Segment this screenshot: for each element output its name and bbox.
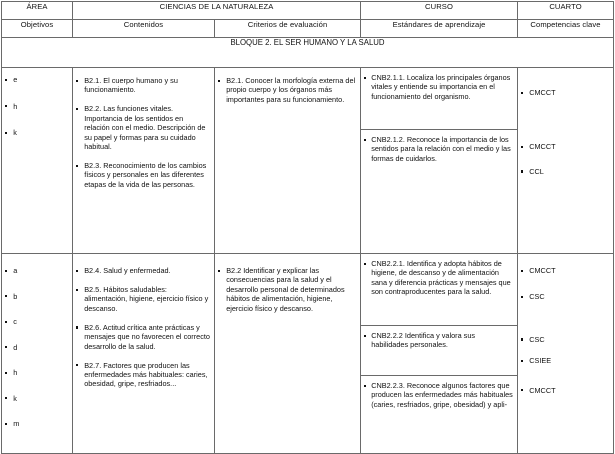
bullet-icon <box>5 105 7 107</box>
bullet-icon <box>5 397 7 399</box>
area-label: ÁREA <box>2 2 73 20</box>
objective-label: h <box>13 368 18 377</box>
content-text: B2.5. Hábitos saludables: alimentación, higiene, ejercicio físico y descanso. <box>84 285 209 313</box>
bullet-icon <box>76 326 78 328</box>
objective-label: a <box>13 266 18 275</box>
bullet-icon <box>76 364 78 366</box>
header-row <box>2 2 614 20</box>
bullet-icon <box>5 321 7 323</box>
bullet-icon <box>218 270 220 272</box>
standard-item <box>361 68 517 130</box>
objective-label: k <box>13 393 17 403</box>
content-item <box>76 76 210 95</box>
curriculum-table <box>1 1 614 454</box>
standard-item <box>361 376 517 415</box>
content-text: B2.3. Reconocimiento de los cambios físicos y personales en las diferentes etapas de la vida de las personas. <box>84 161 207 189</box>
objective-item <box>2 128 72 155</box>
criteria-cell <box>215 254 361 454</box>
objective-label: k <box>13 128 17 137</box>
bullet-icon <box>521 146 523 148</box>
competency-item <box>518 266 613 275</box>
bullet-icon <box>521 270 523 272</box>
bullet-icon <box>364 77 366 79</box>
content-text: B2.2. Las funciones vitales. Importancia de los sentidos en relación con el medio. Descripción de su papel y formas para su cuidado habitual. <box>84 104 206 152</box>
objective-label: h <box>13 101 18 111</box>
bullet-icon <box>521 360 523 362</box>
content-item <box>76 104 210 151</box>
competency-label: CCL <box>529 166 544 176</box>
standard-item <box>361 254 517 326</box>
bullet-icon <box>364 139 366 141</box>
standard-item <box>361 326 517 376</box>
competencies-cell <box>518 68 614 254</box>
objective-item <box>2 343 72 369</box>
objective-label: b <box>13 291 18 301</box>
bullet-icon <box>76 80 78 82</box>
bullet-icon <box>5 295 7 297</box>
bullet-icon <box>76 165 78 167</box>
standard-text: CNB2.1.1. Localiza los principales órganos vitales y entiende su importancia en el funcionamiento del organismo. <box>371 73 511 101</box>
content-text: B2.1. El cuerpo humano y su funcionamiento. <box>84 76 178 95</box>
content-item <box>76 266 210 275</box>
objective-item <box>2 102 72 129</box>
competency-item <box>518 142 613 151</box>
objective-item <box>2 292 72 318</box>
objective-label: m <box>13 419 20 428</box>
criterion-text: B2.2 Identificar y explicar las consecuencias para la salud y el desarrollo personal de determinados hábitos de alimentación, higiene, ejercicio físico y descanso. <box>226 266 345 313</box>
objective-item <box>2 394 72 420</box>
content-item <box>76 361 210 389</box>
standard-text: CNB2.1.2. Reconoce la importancia de los sentidos para la relación con el medio y las formas de cuidarlos. <box>371 135 511 163</box>
competency-item <box>518 292 613 301</box>
column-header-competencias: Competencias clave <box>518 20 614 38</box>
bullet-icon <box>5 372 7 374</box>
competency-item <box>518 356 613 365</box>
content-text: B2.6. Actitud crítica ante prácticas y mensajes que no favorecen el correcto desarrollo de la salud. <box>84 322 210 351</box>
objective-label: c <box>13 317 17 326</box>
course-label: CURSO <box>361 2 518 20</box>
content-row <box>2 68 614 254</box>
column-header-estandares: Estándares de aprendizaje <box>361 20 518 38</box>
standard-text: CNB2.2.2 Identifica y valora sus habilidades personales. <box>371 331 476 350</box>
bullet-icon <box>5 346 7 348</box>
standards-cell <box>361 68 518 254</box>
competency-label: CMCCT <box>529 385 556 395</box>
competency-item <box>518 386 613 395</box>
criteria-cell <box>215 68 361 254</box>
content-item <box>76 285 210 313</box>
bullet-icon <box>364 263 366 265</box>
competency-item <box>518 88 613 97</box>
objective-item <box>2 75 72 102</box>
objective-item <box>2 317 72 343</box>
bullet-icon <box>76 289 78 291</box>
objective-item <box>2 368 72 394</box>
competency-label: CMCCT <box>529 266 556 275</box>
criterion-text: B2.1. Conocer la morfología externa del propio cuerpo y los órganos más importantes para su funcionamiento. <box>226 76 356 104</box>
competency-label: CSC <box>529 334 545 344</box>
objective-label: e <box>13 75 18 84</box>
competency-item <box>518 167 613 176</box>
column-header-objetivos: Objetivos <box>2 20 73 38</box>
bullet-icon <box>76 270 78 272</box>
bullet-icon <box>5 423 7 425</box>
content-item <box>76 323 210 351</box>
contents-cell <box>73 68 215 254</box>
competency-label: CSIEE <box>529 356 552 366</box>
objective-item <box>2 266 72 292</box>
content-item <box>76 161 210 189</box>
standard-text: CNB2.2.1. Identifica y adopta hábitos de higiene, de descanso y de alimentación sana y diferencia prácticas y mensajes que son contraproducentes para la salud. <box>371 259 511 297</box>
bullet-icon <box>5 79 7 81</box>
bullet-icon <box>364 335 366 337</box>
competencies-cell <box>518 254 614 454</box>
content-text: B2.4. Salud y enfermedad. <box>84 266 171 275</box>
bullet-icon <box>521 170 523 172</box>
objective-label: d <box>13 342 18 352</box>
objectives-cell <box>2 254 73 454</box>
subject-title: CIENCIAS DE LA NATURALEZA <box>73 2 361 20</box>
bullet-icon <box>5 132 7 134</box>
competency-item <box>518 335 613 344</box>
standard-text: CNB2.2.3. Reconoce algunos factores que producen las enfermedades más habituales (caries, resfriados, gripe, obesidad) y apli- <box>371 381 513 409</box>
standards-cell <box>361 254 518 454</box>
bullet-icon <box>521 389 523 391</box>
bullet-icon <box>76 108 78 110</box>
bullet-icon <box>521 296 523 298</box>
bullet-icon <box>364 385 366 387</box>
column-header-row <box>2 20 614 38</box>
content-row <box>2 254 614 454</box>
course-value: CUARTO <box>518 2 614 20</box>
criterion-item <box>218 266 356 313</box>
column-header-contenidos: Contenidos <box>73 20 215 38</box>
column-header-criterios: Criterios de evaluación <box>215 20 361 38</box>
block-title: BLOQUE 2. EL SER HUMANO Y LA SALUD <box>2 38 614 68</box>
objectives-cell <box>2 68 73 254</box>
bullet-icon <box>5 270 7 272</box>
criterion-item <box>218 76 356 104</box>
objective-item <box>2 419 72 445</box>
block-row <box>2 38 614 68</box>
bullet-icon <box>521 338 523 340</box>
contents-cell <box>73 254 215 454</box>
content-text: B2.7. Factores que producen las enfermedades más habituales: caries, obesidad, gripe, resfriados... <box>84 360 208 389</box>
competency-label: CMCCT <box>529 142 556 152</box>
competency-label: CSC <box>529 292 545 302</box>
bullet-icon <box>218 80 220 82</box>
standard-item <box>361 130 517 169</box>
competency-label: CMCCT <box>529 88 556 97</box>
bullet-icon <box>521 92 523 94</box>
